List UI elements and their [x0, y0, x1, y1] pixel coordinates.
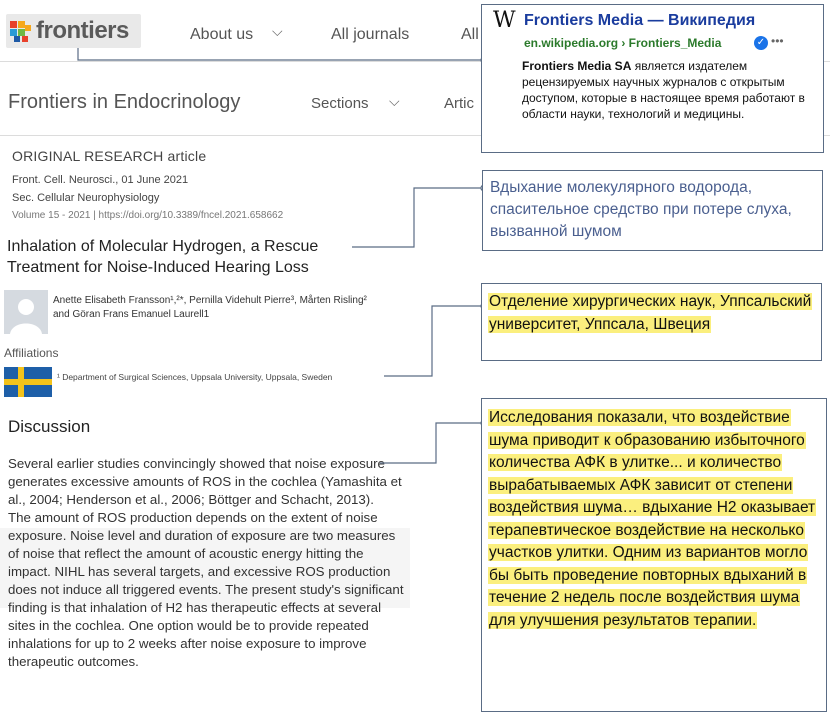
more-options-icon[interactable]: •••	[771, 34, 784, 48]
nav-all-journals[interactable]: All journals	[331, 26, 410, 43]
discussion-paragraph: Several earlier studies convincingly showed that noise exposure generates excessive amounts of ROS in the cochlea (Yamashita et al., 2004; Henderson et al., 2006; Böttger and Schacht, 2013).	[8, 456, 402, 507]
nav-articles[interactable]: Artic	[444, 95, 474, 112]
wikipedia-result-url[interactable]: en.wikipedia.org › Frontiers_Media	[524, 36, 722, 50]
nav-all[interactable]: All	[461, 26, 479, 43]
connector-line-title	[352, 188, 484, 247]
publisher-description: является издателем рецензируемых научных журналов с открытым доступом, которые в настоящее время работают в области науки, технологий и медицины.	[522, 59, 805, 121]
verified-check-icon: ✓	[754, 36, 768, 50]
chevron-down-icon: ⌵	[389, 93, 400, 109]
discussion-translation-text: Исследования показали, что воздействие шума приводит к образованию избыточного количества АФК в улитке... и количество вырабатываемых АФК зависит от степени воздействия шума… вдыхание Н2 оказывает терапевтическое воздействие на несколько участков улитки. Одним из вариантов могло бы быть проведение повторных вдыханий в течение 2 недель после воздействия шума для улучшения результатов терапии.	[489, 409, 816, 629]
logo-text: frontiers	[36, 17, 129, 44]
wikipedia-logo-icon: W	[493, 8, 516, 33]
article-authors[interactable]: Anette Elisabeth Fransson¹,²*, Pernilla Videhult Pierre³, Mårten Risling² and Göran Frans Emanuel Laurell1	[53, 295, 367, 320]
article-section: Sec. Cellular Neurophysiology	[12, 192, 160, 204]
title-translation-text: Вдыхание молекулярного водорода, спасительное средство при потере слуха, вызванной шумом	[490, 179, 792, 240]
nav-about-us[interactable]: About us	[190, 26, 254, 43]
discussion-translation	[488, 407, 824, 632]
connector-line-discussion	[380, 423, 484, 463]
connector-line-wiki	[78, 48, 484, 60]
article-title: Inhalation of Molecular Hydrogen, a Rescue Treatment for Noise-Induced Hearing Loss	[7, 238, 319, 276]
journal-title[interactable]: Frontiers in Endocrinology	[8, 91, 241, 113]
affiliation-text: ¹ Department of Surgical Sciences, Uppsala University, Uppsala, Sweden	[57, 372, 333, 382]
connector-line-affiliation	[384, 306, 484, 376]
affiliations-label: Affiliations	[4, 346, 59, 360]
affiliation-translation-text: Отделение хирургических наук, Уппсальский университет, Уппсала, Швеция	[489, 293, 812, 333]
discussion-paragraph: The amount of ROS production depends on the extent of noise exposure. Noise level and duration of exposure are two measures of noise that reflect the amount of acoustic energy hitting the impact. NIHL has several targets, and excessive ROS production does not induce all triggered events. The present study's significant finding is that inhalation of H2 has therapeutic effects at several sites in the cochlea. One option would be to provide repeated inhalations for up to 2 weeks after noise exposure to improve therapeutic outcomes.	[8, 510, 404, 669]
publisher-name: Frontiers Media SA	[522, 59, 632, 73]
article-type: ORIGINAL RESEARCH article	[12, 148, 207, 164]
article-volume-doi[interactable]: Volume 15 - 2021 | https://doi.org/10.3389/fncel.2021.658662	[12, 210, 284, 221]
affiliation-translation	[488, 290, 818, 336]
article-citation: Front. Cell. Neurosci., 01 June 2021	[12, 174, 189, 186]
nav-sections[interactable]: Sections	[311, 95, 369, 112]
discussion-heading: Discussion	[8, 417, 91, 436]
wikipedia-result-title[interactable]: Frontiers Media — Википедия	[524, 12, 756, 29]
wikipedia-result-description	[522, 58, 812, 122]
chevron-down-icon: ⌵	[272, 23, 283, 39]
